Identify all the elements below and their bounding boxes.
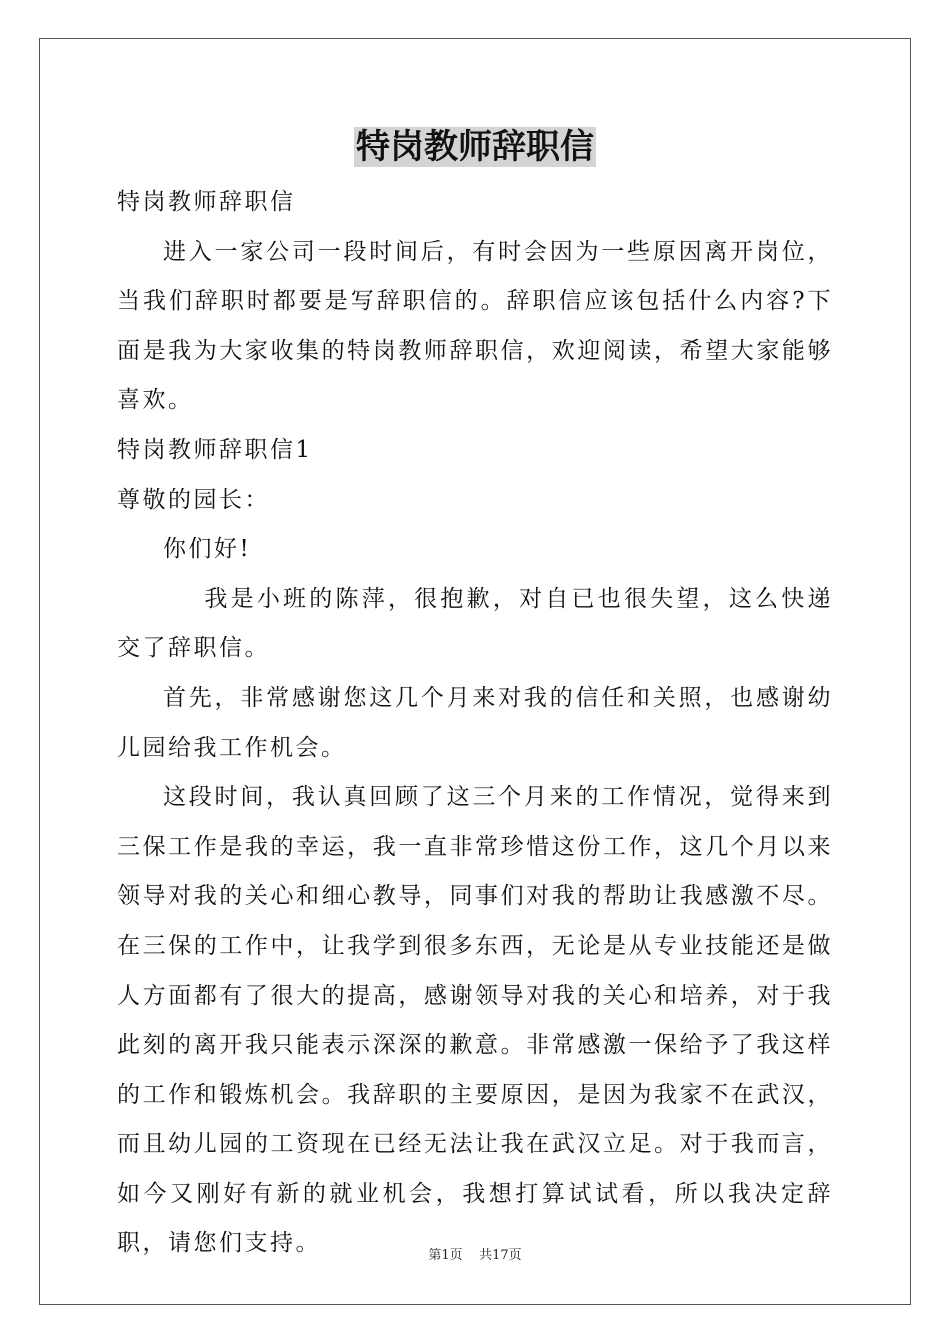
body-paragraph-3: 这段时间，我认真回顾了这三个月来的工作情况，觉得来到三保工作是我的幸运，我一直非常珍惜这份工作，这几个月以来领导对我的关心和细心教导，同事们对我的帮助让我感激不尽。在三保的工作中，让我学到很多东西，无论是从专业技能还是做人方面都有了很大的提高，感谢领导对我的关心和培养，对于我此刻的离开我只能表示深深的歉意。非常感激一保给予了我这样的工作和锻炼机会。我辞职的主要原因，是因为我家不在武汉，而且幼儿园的工资现在已经无法让我在武汉立足。对于我而言，如今又刚好有新的就业机会，我想打算试试看，所以我决定辞职，请您们支持。 [117, 784, 833, 1257]
section-heading: 特岗教师辞职信1 [117, 436, 313, 463]
salutation: 尊敬的园长： [117, 486, 270, 513]
intro-paragraph: 进入一家公司一段时间后，有时会因为一些原因离开岗位，当我们辞职时都要是写辞职信的。辞职信应该包括什么内容?下面是我为大家收集的特岗教师辞职信，欢迎阅读，希望大家能够喜欢。 [117, 238, 833, 414]
body-paragraph-2: 首先，非常感谢您这几个月来对我的信任和关照，也感谢幼儿园给我工作机会。 [117, 684, 833, 761]
document-body [117, 178, 833, 1269]
greeting: 你们好! [163, 536, 252, 563]
document-title-text: 特岗教师辞职信 [356, 127, 594, 167]
body-paragraph-1: 我是小班的陈萍，很抱歉，对自已也很失望，这么快递交了辞职信。 [117, 585, 833, 662]
total-pages: 共17页 [479, 1248, 522, 1263]
subtitle-paragraph: 特岗教师辞职信 [117, 189, 296, 215]
page-footer [0, 1247, 950, 1265]
document-title [0, 124, 950, 170]
page-number: 第1页 [428, 1248, 463, 1263]
